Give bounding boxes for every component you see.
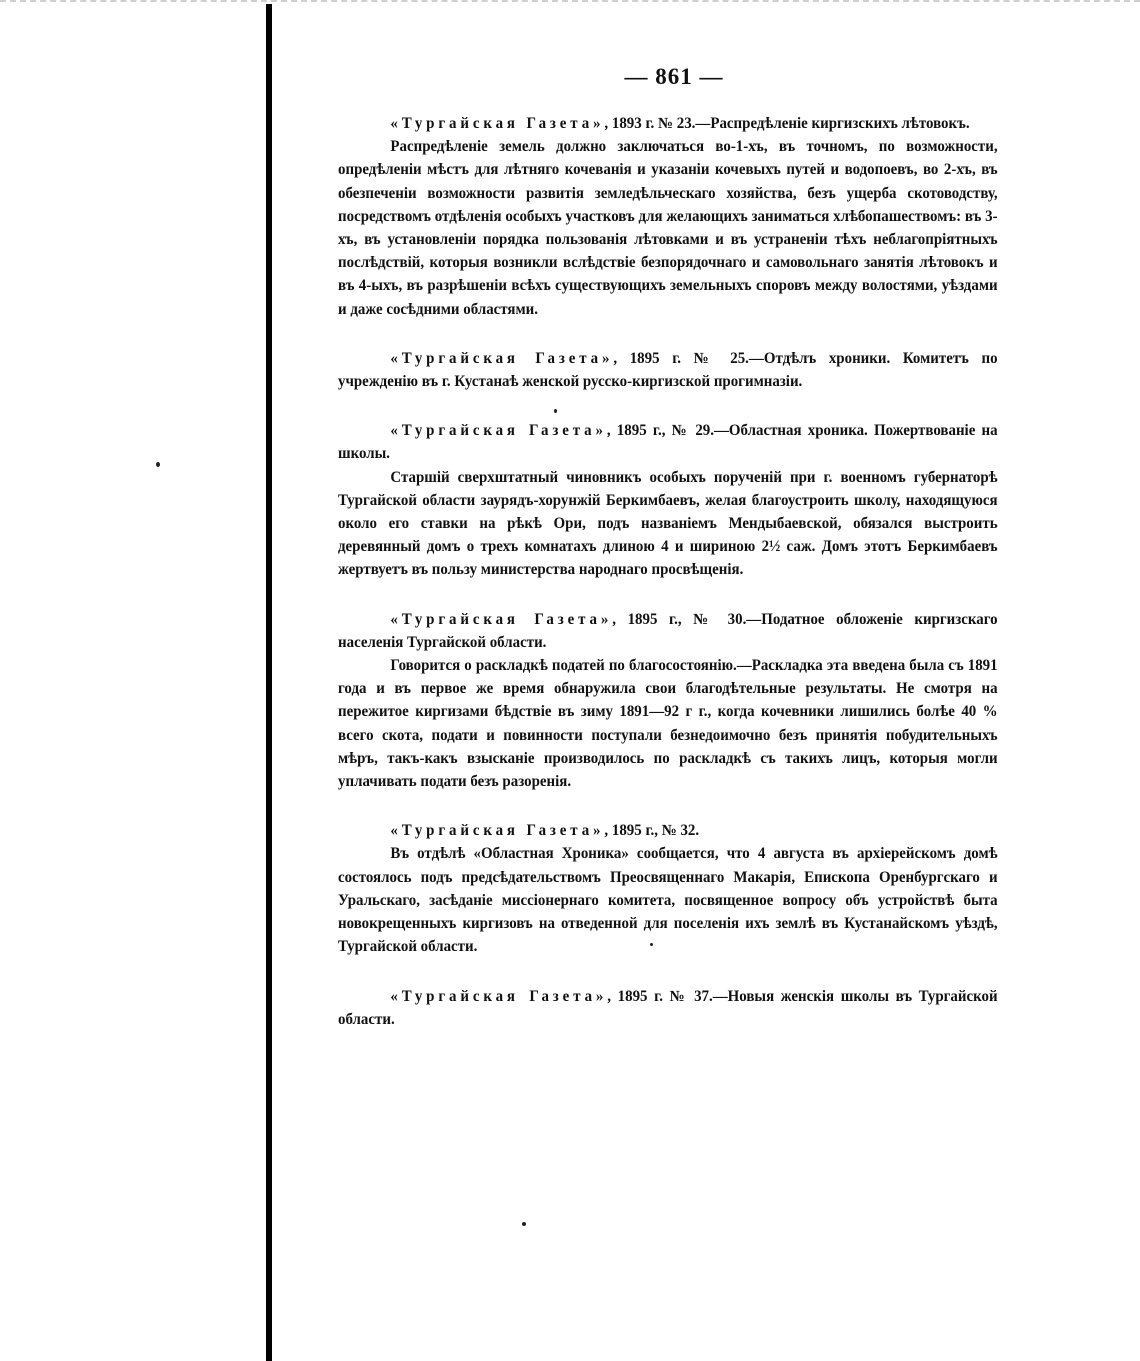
entry-citation: , 1895 г. № 25.—Отдѣлъ хроники. Комитетъ по учрежденію въ г. Кустанаѣ женской русско-киргизской прогимназіи. — [338, 349, 998, 391]
entry-source: «Тургайская Газета» — [390, 349, 614, 367]
entry — [338, 985, 998, 1031]
entry-citation: , 1893 г. № 23.—Распредѣленіе киргизскихъ лѣтовокъ. — [604, 115, 970, 132]
entry-citation: , 1895 г., № 30.—Податное обложеніе киргизскаго населенія Тургайской области. — [338, 610, 998, 651]
entry-heading — [338, 608, 998, 654]
entry-citation: , 1895 г. № 37.—Новыя женскія школы въ Тургайской области. — [338, 987, 998, 1028]
entry-heading — [338, 112, 998, 135]
entry-source: «Тургайская Газета» — [390, 987, 608, 1005]
entry-citation: , 1895 г., № 32. — [604, 822, 700, 840]
speck — [156, 462, 160, 467]
entry-source: «Тургайская Газета» — [390, 422, 607, 440]
entry-source: «Тургайская Газета» — [390, 115, 605, 132]
entry — [338, 608, 998, 794]
entry — [338, 819, 998, 958]
entry-heading — [338, 347, 998, 393]
top-rule — [0, 0, 1140, 2]
entry-source: «Тургайская Газета» — [390, 822, 605, 840]
entry-body: Говорится о раскладкѣ податей по благосостоянію.—Раскладка эта введена была съ 1891 года и въ первое же время обнаружила свои благодѣтельные результаты. Не смотря на пережитое киргизами бѣдствіе въ зиму 1891—92 г г., когда кочевники лишились болѣе 40 % всего скота, подати и повинности поступали безнедоимочно безъ принятія побудительныхъ мѣръ, такъ-какъ взысканіе производилось по раскладкѣ съ такихъ лицъ, которыя могли уплачивать подати безъ разоренія. — [338, 657, 998, 791]
page-number: — 861 — — [624, 64, 724, 89]
entry-source: «Тургайская Газета» — [390, 610, 613, 628]
speck — [522, 1222, 526, 1226]
entry — [338, 347, 998, 393]
entry-body: Въ отдѣлѣ «Областная Хроника» сообщается, что 4 августа въ архіерейскомъ домѣ состоялось подъ предсѣдательствомъ Преосвященнаго Макарія, Епископа Оренбургскаго и Уральскаго, засѣданіе миссіонернаго комитета, посвященное вопросу объ устройствѣ быта новокрещенныхъ киргизовъ на отведенной для поселенія ихъ землѣ въ Кустанайскомъ уѣздѣ, Тургайской области. — [338, 845, 998, 956]
entry-heading — [338, 419, 998, 465]
entry-body: Распредѣленіе земель должно заключаться во-1-хъ, въ точномъ, по возможности, опредѣленіи мѣстъ для лѣтняго кочеванія и указаніи кочевыхъ путей и водопоевъ, во 2-хъ, въ обезпеченіи возможности развитія земледѣльческаго хозяйства, безъ ущерба скотоводству, посредствомъ отдѣленія особыхъ участковъ для желающихъ заниматься хлѣбопашествомъ: въ 3-хъ, въ установленіи порядка пользованія лѣтовками и въ устраненіи тѣхъ неблагопріятныхъ послѣдствій, которыя возникли вслѣдствіе безпорядочнаго и самовольнаго занятія лѣтовокъ и въ 4-ыхъ, въ разрѣшеніи всѣхъ существующихъ земельныхъ споровъ между волостями, уѣздами и даже сосѣдними областями. — [338, 138, 998, 318]
entry — [338, 419, 998, 581]
binding-line — [266, 4, 272, 1361]
entry-heading — [338, 985, 998, 1031]
entry — [338, 112, 998, 321]
entry-citation: , 1895 г., № 29.—Областная хроника. Пожертвованіе на школы. — [338, 422, 998, 463]
entry-body: Старшій сверхштатный чиновникъ особыхъ порученій при г. военномъ губернаторѣ Тургайской области заурядъ-хорунжій Беркимбаевъ, желая благоустроить школу, находящуюся около его ставки на рѣкѣ Ори, подъ названіемъ Мендыбаевской, обязался выстроить деревянный домъ о трехъ комнатахъ длиною 4 и шириною 2½ саж. Домъ этотъ Беркимбаевъ жертвуетъ въ пользу министерства народнаго просвѣщенія. — [338, 468, 998, 579]
entry-heading — [338, 819, 998, 842]
page-content — [338, 64, 998, 1057]
